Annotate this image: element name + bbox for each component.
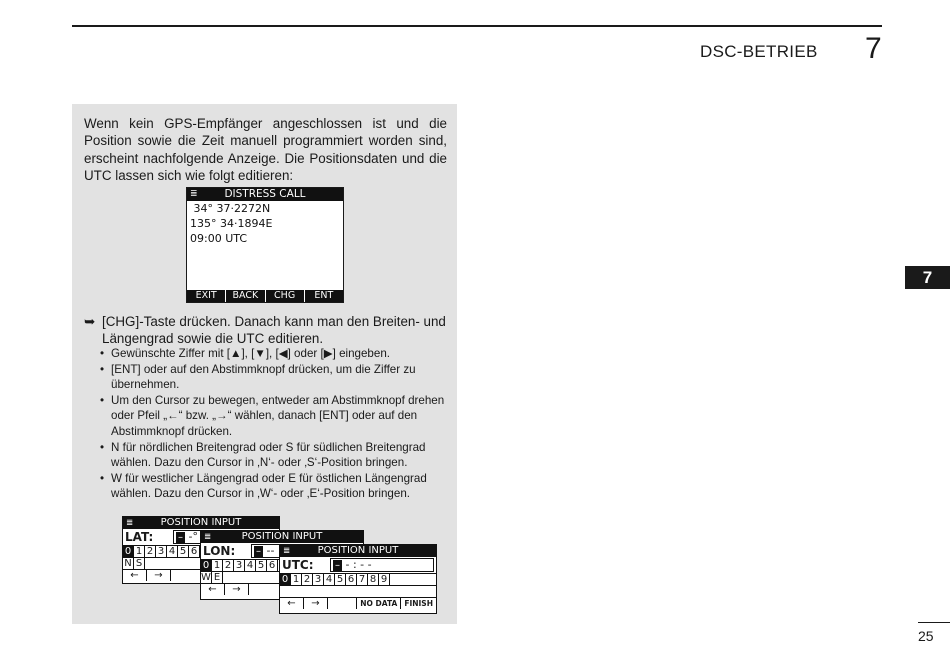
- digit-key[interactable]: 9: [379, 574, 390, 585]
- north-key[interactable]: N: [123, 558, 134, 569]
- right-arrow-key[interactable]: →: [147, 570, 171, 581]
- lat-screen-title-bar: [123, 517, 279, 529]
- lat-label: LAT:: [125, 530, 154, 544]
- utc-readout: 09:00 UTC: [190, 232, 248, 245]
- bullet-item: • Gewünschte Ziffer mit [▲], [▼], [◀] oder [▶] eingeben.: [100, 346, 447, 362]
- utc-cursor: –: [335, 559, 340, 571]
- distress-screen-title-bar: [187, 188, 343, 201]
- menu-icon: ≣: [126, 518, 134, 528]
- finish-button[interactable]: FINISH: [404, 599, 433, 608]
- grid-spacer: [328, 598, 357, 609]
- digit-key[interactable]: 5: [256, 560, 267, 571]
- lon-screen-title: POSITION INPUT: [241, 531, 323, 542]
- digit-key[interactable]: 4: [245, 560, 256, 571]
- digit-key[interactable]: 5: [335, 574, 346, 585]
- page-number: 25: [918, 628, 934, 644]
- bullet-item: • W für westlicher Längengrad oder E für östlichen Längengrad wählen. Dazu den Cursor in ‚W‘- oder ‚E‘-Position bringen.: [100, 471, 447, 502]
- digit-key[interactable]: 3: [234, 560, 245, 571]
- bullet-item: • [ENT] oder auf den Abstimmknopf drücken, um die Ziffer zu übernehmen.: [100, 362, 447, 393]
- left-arrow-key[interactable]: ←: [123, 570, 147, 581]
- step-arrow-icon: ➥: [84, 314, 96, 329]
- lat-field-value: -°: [188, 530, 198, 543]
- header-rule: [72, 25, 882, 27]
- digit-key[interactable]: 4: [324, 574, 335, 585]
- south-key[interactable]: S: [134, 558, 145, 569]
- softkey-back[interactable]: BACK: [225, 290, 264, 302]
- digit-key[interactable]: 6: [267, 560, 278, 571]
- utc-input-screen: [279, 544, 437, 614]
- bullet-item: • N für nördlichen Breitengrad oder S für südlichen Breitengrad wählen. Dazu den Cursor in ‚N‘- oder ‚S‘-Position bringen.: [100, 440, 447, 471]
- digit-key[interactable]: 6: [189, 546, 200, 557]
- utc-field-row: [280, 557, 436, 573]
- lon-cursor: –: [256, 545, 261, 557]
- east-key[interactable]: E: [212, 572, 223, 583]
- digit-key[interactable]: 4: [167, 546, 178, 557]
- page-number-rule: [918, 622, 950, 623]
- utc-value-field[interactable]: [330, 558, 434, 572]
- utc-field-value: - : - -: [345, 558, 372, 571]
- lon-label: LON:: [203, 544, 236, 558]
- utc-screen-title: POSITION INPUT: [317, 545, 399, 556]
- lat-screen-title: POSITION INPUT: [160, 517, 242, 528]
- distress-screen-title: DISTRESS CALL: [224, 188, 306, 200]
- digit-key[interactable]: 6: [346, 574, 357, 585]
- lon-screen-title-bar: [201, 531, 363, 543]
- digit-key[interactable]: 2: [302, 574, 313, 585]
- left-arrow-key[interactable]: ←: [280, 598, 304, 609]
- digit-key[interactable]: 7: [357, 574, 368, 585]
- chapter-side-tab: 7: [905, 266, 950, 289]
- digit-key[interactable]: 8: [368, 574, 379, 585]
- bullet-item: • Um den Cursor zu bewegen, entweder am Abstimmknopf drehen oder Pfeil „←“ bzw. „→“ wählen, danach [ENT] oder auf den Abstimmknopf drücken.: [100, 393, 447, 440]
- digit-key[interactable]: 2: [223, 560, 234, 571]
- chapter-number: 7: [865, 32, 882, 65]
- digit-key[interactable]: 1: [134, 546, 145, 557]
- chapter-title: DSC-BETRIEB: [700, 42, 818, 61]
- step-instruction: [84, 313, 447, 348]
- right-arrow-key[interactable]: →: [225, 584, 249, 595]
- digit-key[interactable]: 5: [178, 546, 189, 557]
- utc-screen-title-bar: [280, 545, 436, 557]
- utc-label: UTC:: [282, 558, 314, 572]
- distress-call-screen: [186, 187, 344, 303]
- utc-spacer-row: [280, 585, 436, 597]
- softkey-chg[interactable]: CHG: [265, 290, 304, 302]
- right-arrow-key[interactable]: →: [304, 598, 328, 609]
- utc-digit-row: [280, 573, 436, 585]
- left-arrow-key[interactable]: ←: [201, 584, 225, 595]
- digit-key[interactable]: 1: [212, 560, 223, 571]
- softkey-bar: [187, 290, 343, 302]
- digit-key[interactable]: 2: [145, 546, 156, 557]
- softkey-ent[interactable]: ENT: [304, 290, 343, 302]
- grid-spacer: [390, 574, 436, 585]
- utc-action-row: [280, 597, 436, 609]
- menu-icon: ≣: [283, 546, 291, 556]
- digit-key[interactable]: 0: [123, 546, 134, 557]
- lat-cursor: –: [178, 531, 183, 543]
- intro-paragraph: Wenn kein GPS-Empfänger angeschlossen ist und die Position sowie die Zeit manuell programmiert worden sind, erscheint nachfolgende Anzeige. Die Positionsdaten und die UTC lassen sich wie folgt editieren:: [84, 116, 447, 184]
- menu-icon: ≣: [204, 532, 212, 542]
- instruction-bullets: [100, 346, 447, 502]
- step-text: [CHG]-Taste drücken. Danach kann man den Breiten- und Längengrad sowie die UTC editieren.: [102, 314, 446, 347]
- digit-key[interactable]: 0: [280, 574, 291, 585]
- no-data-button[interactable]: NO DATA: [357, 598, 401, 609]
- west-key[interactable]: W: [201, 572, 211, 583]
- menu-icon: ≣: [190, 189, 198, 199]
- grid-spacer: [280, 586, 436, 597]
- latitude-readout: 34° 37·2272N: [190, 202, 271, 215]
- digit-key[interactable]: 0: [201, 560, 212, 571]
- softkey-exit[interactable]: EXIT: [195, 290, 217, 301]
- digit-key[interactable]: 3: [156, 546, 167, 557]
- digit-key[interactable]: 1: [291, 574, 302, 585]
- digit-key[interactable]: 3: [313, 574, 324, 585]
- longitude-readout: 135° 34·1894E: [190, 217, 273, 230]
- lon-field-value: --: [266, 544, 275, 557]
